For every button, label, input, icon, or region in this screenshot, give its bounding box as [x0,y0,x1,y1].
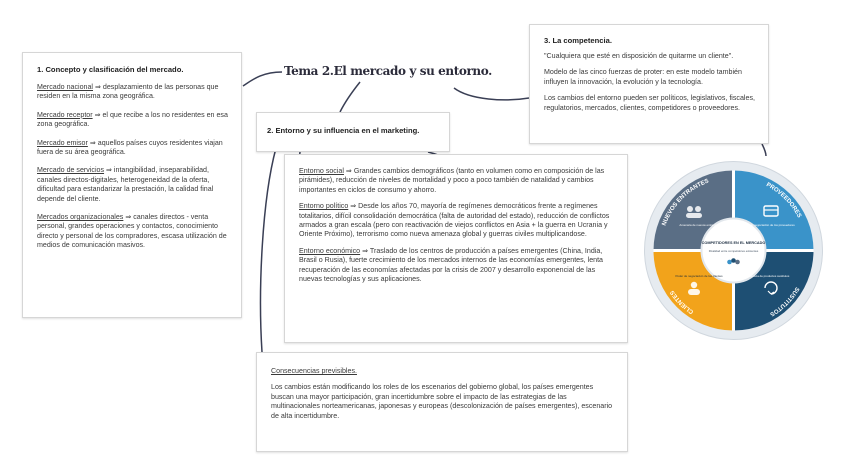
desc: ⇒ canales directos - venta personal, grandes operaciones y contactos, conocimiento directo y personal de los compradores, escasa utilización de medios de comunicación masivos. [37,213,227,250]
concepto-item-nacional [37,83,229,102]
competencia-quote: "Cualquiera que esté en disposición de quitarme un cliente". [544,52,734,60]
segment-desc-sustitutos: Amenaza de productos sustitutos [746,274,790,278]
desc: ⇒ el que recibe a los no residentes en esa zona geográfica. [37,110,228,129]
connector-competencia-to-diagram [762,144,766,156]
term: Mercado emisor [37,138,88,147]
term: Mercado receptor [37,110,93,119]
segment-desc-proveedores: Poder de negociación de los proveedores [741,223,795,227]
competencia-title: 3. La competencia. [544,36,612,45]
desc: ⇒ intangibilidad, inseparabilidad, canales directos-digitales, heterogeneidad de la oferta, dificultad para estandarizar la prestación, la calidad final depende del cliente. [37,166,214,203]
connector-title-to-competencia [454,88,529,100]
term: Entorno social [299,167,344,175]
consecuencias-title: Consecuencias previsibles. [271,367,357,375]
concepto-item-servicios [37,166,229,204]
segment-label-nuevos-entrantes: NUEVOS ENTRANTES [661,178,710,227]
concepto-item-receptor [37,111,229,130]
connector-title-to-concepto [243,72,282,86]
term: Entorno político [299,202,349,211]
segment-label-proveedores: PROVEEDORES [764,182,802,220]
desc: ⇒ Grandes cambios demográficos (tanto en volumen como en composición de las pirámides), reducción de niveles de mortalidad y poco a poco también de natalidad y cambios importantes en ciclos de consumo y ahorro. [299,167,605,194]
segment-desc-nuevos-entrantes: Amenaza de nuevos entrantes [679,223,719,227]
segment-label-clientes: CLIENTES [669,289,695,315]
competencia-box[interactable] [529,24,769,144]
entorno-box[interactable] [256,112,450,152]
competencia-cambios: Los cambios del entorno pueden ser políticos, legislativos, fiscales, regulatorios, mercados, clientes, competidores o proveedores. [544,94,755,112]
porter-svg [639,156,828,345]
competencia-porter: Modelo de las cinco fuerzas de proter: en este modelo también influyen la innovación, la evolución y la tecnología. [544,68,742,86]
desc: ⇒ Desde los años 70, mayoría de regímenes democráticos frente a regímenes totalitarios, difícil consolidación democrática (falta de autoridad del estado), reducción de conflictos armados a gran escala (pero con reactivación de viejos conflictos en Asia + la guerra en Ucrania y Oriente Próximo), terrorismo como nueva amenaza global y guerras civiles multiplicandose. [299,202,610,239]
concepto-box[interactable] [22,52,242,318]
factores-box[interactable] [284,154,628,343]
factor-politico [299,202,615,240]
center-subtitle: Rivalidad entre competidores existentes [708,249,759,253]
concepto-title: 1. Concepto y clasificación del mercado. [37,65,184,74]
term: Mercados organizacionales [37,213,124,222]
term: Mercado de servicios [37,166,105,175]
entorno-title: 2. Entorno y su influencia en el marketing. [267,126,420,135]
connector-entorno-to-consecuencias [261,148,276,352]
consecuencias-text: Los cambios están modificando los roles de los escenarios del gobierno global, los países emergentes buscan una mayor participación, gran incertidumbre sobre el impacto de las estrategias de las multinacionales norteamericanas, japonesas y europeas (descolonización de países emergentes), escenario de alta incertidumbre. [271,383,613,420]
factor-economico [299,247,615,285]
consecuencias-box[interactable] [256,352,628,452]
segment-label-sustitutos: SUSTITUTOS [768,285,800,317]
main-title: Tema 2.El mercado y su entorno. [284,64,492,78]
term: Entorno económico [299,246,361,255]
center-title: COMPETIDORES EN EL MERCADO [701,241,766,245]
desc: ⇒ Traslado de los centros de producción a países emergentes (China, India, Brasil o Rusia), fuerte crecimiento de los mercados internos de las economías emergentes, lenta recuperación de las economías afectadas por la crisis de 2007 y desarrollo exponencial de las nuevas tecnologías y sus aplicaciones. [299,246,603,284]
segment-desc-clientes: Poder de negociación de los clientes [675,274,723,278]
porter-five-forces-diagram [639,156,828,345]
desc: ⇒ aquellos países cuyos residentes viajan fuera de su área geográfica. [37,138,223,157]
concepto-item-organizacionales [37,213,229,251]
factor-social [299,167,615,195]
connector-title-to-entorno [340,82,360,112]
concepto-item-emisor [37,139,229,158]
term: Mercado nacional [37,83,93,91]
desc: ⇒ desplazamiento de las personas que residen en la misma zona geográfica. [37,83,219,101]
